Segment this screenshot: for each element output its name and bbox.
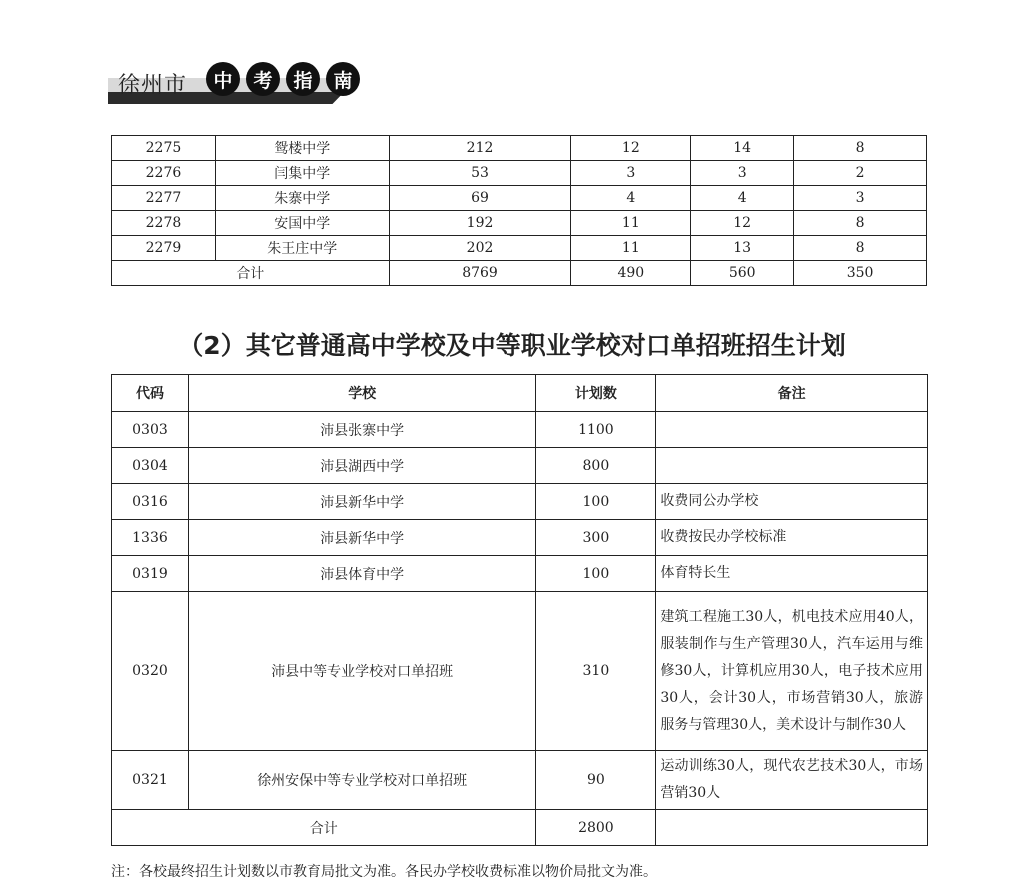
plan-cell: 100 bbox=[536, 484, 656, 520]
continued-table bbox=[111, 135, 927, 286]
table-row bbox=[112, 556, 928, 592]
table-row bbox=[112, 236, 927, 261]
value-cell: 11 bbox=[571, 236, 691, 261]
school-cell: 朱王庄中学 bbox=[215, 236, 389, 261]
note-cell: 建筑工程施工30人，机电技术应用40人，服装制作与生产管理30人，汽车运用与维修30人，计算机应用30人，电子技术应用30人，会计30人，市场营销30人，旅游服务与管理30人，美术设计与制作30人 bbox=[656, 592, 928, 751]
value-cell: 12 bbox=[571, 136, 691, 161]
plan-cell: 800 bbox=[536, 448, 656, 484]
code-cell: 2278 bbox=[112, 211, 216, 236]
code-cell: 0319 bbox=[112, 556, 189, 592]
table-row bbox=[112, 448, 928, 484]
value-cell: 202 bbox=[389, 236, 571, 261]
header-code: 代码 bbox=[112, 375, 189, 412]
total-value: 2800 bbox=[536, 810, 656, 846]
school-cell: 安国中学 bbox=[215, 211, 389, 236]
code-cell: 2279 bbox=[112, 236, 216, 261]
code-cell: 2276 bbox=[112, 161, 216, 186]
value-cell: 3 bbox=[691, 161, 794, 186]
section-title: （2）其它普通高中学校及中等职业学校对口单招班招生计划 bbox=[178, 331, 846, 360]
table-header-row bbox=[112, 375, 928, 412]
school-cell: 沛县体育中学 bbox=[188, 556, 536, 592]
value-cell: 13 bbox=[691, 236, 794, 261]
value-cell: 192 bbox=[389, 211, 571, 236]
table-row bbox=[112, 186, 927, 211]
note-cell: 运动训练30人，现代农艺技术30人，市场营销30人 bbox=[656, 751, 928, 810]
code-cell: 0304 bbox=[112, 448, 189, 484]
banner-badge: 指 bbox=[286, 62, 320, 96]
plan-cell: 300 bbox=[536, 520, 656, 556]
code-cell: 2277 bbox=[112, 186, 216, 211]
note-cell bbox=[656, 448, 928, 484]
value-cell: 4 bbox=[571, 186, 691, 211]
total-note bbox=[656, 810, 928, 846]
plan-cell: 310 bbox=[536, 592, 656, 751]
banner-badge: 南 bbox=[326, 62, 360, 96]
table-row bbox=[112, 520, 928, 556]
school-cell: 沛县中等专业学校对口单招班 bbox=[188, 592, 536, 751]
school-cell: 沛县新华中学 bbox=[188, 520, 536, 556]
total-value: 490 bbox=[571, 261, 691, 286]
value-cell: 8 bbox=[794, 136, 927, 161]
header-banner bbox=[108, 58, 354, 106]
note-cell bbox=[656, 412, 928, 448]
school-cell: 朱寨中学 bbox=[215, 186, 389, 211]
table-row bbox=[112, 412, 928, 448]
note-cell: 收费按民办学校标准 bbox=[656, 520, 928, 556]
table-row bbox=[112, 136, 927, 161]
school-cell: 鸳楼中学 bbox=[215, 136, 389, 161]
table-row bbox=[112, 211, 927, 236]
header-school: 学校 bbox=[188, 375, 536, 412]
total-value: 8769 bbox=[389, 261, 571, 286]
total-label: 合计 bbox=[112, 810, 536, 846]
code-cell: 0316 bbox=[112, 484, 189, 520]
note-cell: 收费同公办学校 bbox=[656, 484, 928, 520]
code-cell: 2275 bbox=[112, 136, 216, 161]
school-cell: 沛县新华中学 bbox=[188, 484, 536, 520]
header-plan: 计划数 bbox=[536, 375, 656, 412]
code-cell: 0321 bbox=[112, 751, 189, 810]
footnote: 注：各校最终招生计划数以市教育局批文为准。各民办学校收费标准以物价局批文为准。 bbox=[111, 864, 657, 880]
total-row bbox=[112, 810, 928, 846]
banner-badge: 考 bbox=[246, 62, 280, 96]
header-note: 备注 bbox=[656, 375, 928, 412]
note-cell: 体育特长生 bbox=[656, 556, 928, 592]
plan-cell: 90 bbox=[536, 751, 656, 810]
enrollment-plan-table bbox=[111, 374, 928, 846]
total-value: 350 bbox=[794, 261, 927, 286]
code-cell: 0320 bbox=[112, 592, 189, 751]
value-cell: 69 bbox=[389, 186, 571, 211]
value-cell: 14 bbox=[691, 136, 794, 161]
table-row bbox=[112, 592, 928, 751]
value-cell: 3 bbox=[571, 161, 691, 186]
value-cell: 8 bbox=[794, 236, 927, 261]
value-cell: 8 bbox=[794, 211, 927, 236]
total-row bbox=[112, 261, 927, 286]
school-cell: 沛县张寨中学 bbox=[188, 412, 536, 448]
school-cell: 徐州安保中等专业学校对口单招班 bbox=[188, 751, 536, 810]
total-value: 560 bbox=[691, 261, 794, 286]
school-cell: 沛县湖西中学 bbox=[188, 448, 536, 484]
value-cell: 12 bbox=[691, 211, 794, 236]
banner-badges bbox=[206, 62, 360, 96]
value-cell: 212 bbox=[389, 136, 571, 161]
code-cell: 1336 bbox=[112, 520, 189, 556]
banner-city: 徐州市 bbox=[118, 73, 188, 98]
code-cell: 0303 bbox=[112, 412, 189, 448]
plan-cell: 100 bbox=[536, 556, 656, 592]
value-cell: 11 bbox=[571, 211, 691, 236]
total-label: 合计 bbox=[112, 261, 390, 286]
value-cell: 2 bbox=[794, 161, 927, 186]
table-row bbox=[112, 484, 928, 520]
value-cell: 53 bbox=[389, 161, 571, 186]
table-row bbox=[112, 751, 928, 810]
plan-cell: 1100 bbox=[536, 412, 656, 448]
value-cell: 4 bbox=[691, 186, 794, 211]
school-cell: 闫集中学 bbox=[215, 161, 389, 186]
banner-badge: 中 bbox=[206, 62, 240, 96]
table-row bbox=[112, 161, 927, 186]
value-cell: 3 bbox=[794, 186, 927, 211]
